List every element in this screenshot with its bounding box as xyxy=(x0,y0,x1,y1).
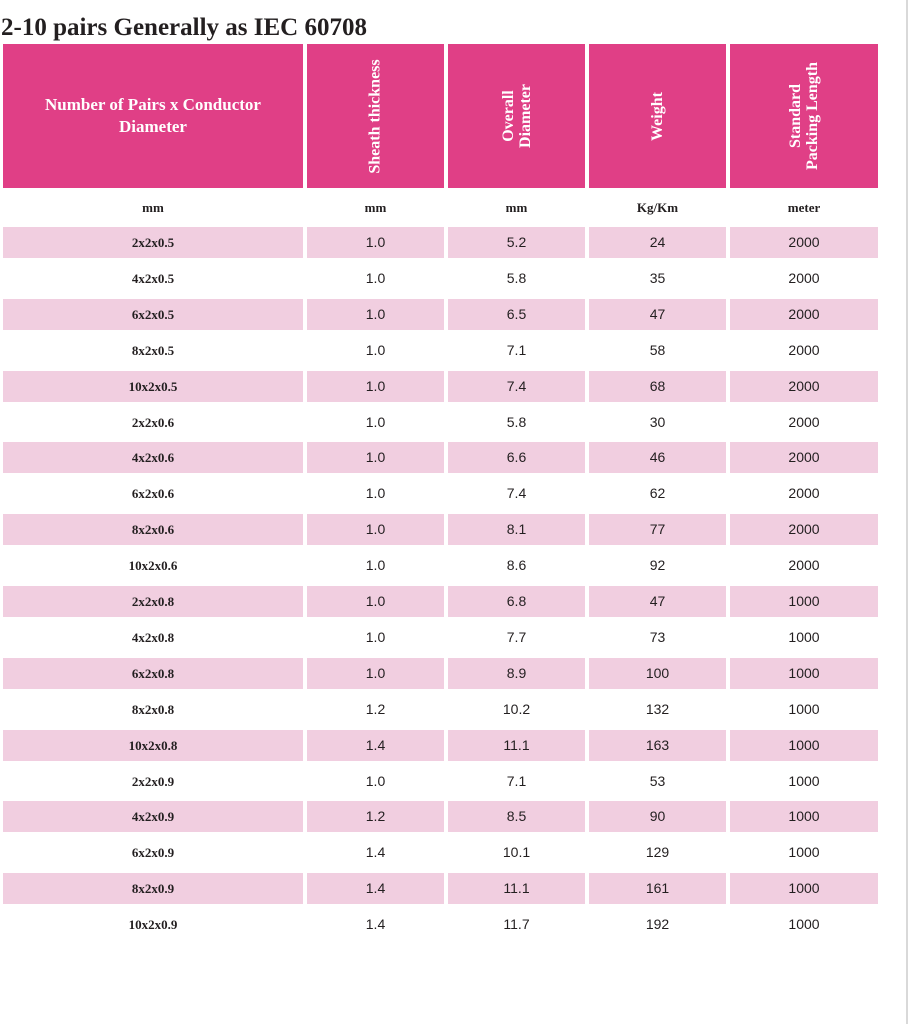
cell-overall-diameter: 11.7 xyxy=(503,916,530,932)
table-row xyxy=(0,730,880,761)
cell-pairs-diameter: 6x2x0.9 xyxy=(131,845,175,860)
cell-packing-length: 2000 xyxy=(788,414,820,430)
cell-pairs-diameter: 6x2x0.8 xyxy=(3,658,303,689)
table-row xyxy=(0,766,880,797)
table-row xyxy=(0,263,880,294)
cell-overall-diameter: 10.1 xyxy=(502,844,531,860)
cell-weight: 24 xyxy=(589,227,726,258)
cell-packing-length: 2000 xyxy=(730,371,878,402)
cell-weight: 132 xyxy=(645,701,670,717)
cell-overall-diameter: 7.4 xyxy=(448,371,585,402)
unit-packing-length: meter xyxy=(787,200,821,215)
cell-weight: 73 xyxy=(649,629,666,645)
cell-overall-diameter: 8.5 xyxy=(448,801,585,832)
cell-packing-length: 1000 xyxy=(730,586,878,617)
table-row xyxy=(0,227,880,258)
cell-sheath-thickness: 1.2 xyxy=(365,701,386,717)
table-row xyxy=(0,586,880,617)
cell-pairs-diameter: 4x2x0.9 xyxy=(3,801,303,832)
table-row xyxy=(0,909,880,940)
unit-overall-diameter: mm xyxy=(505,200,528,215)
header-weight xyxy=(589,44,726,188)
cell-sheath-thickness: 1.0 xyxy=(365,270,386,286)
cell-pairs-diameter: 2x2x0.6 xyxy=(131,415,175,430)
cell-weight: 47 xyxy=(589,586,726,617)
cell-pairs-diameter: 8x2x0.8 xyxy=(131,702,175,717)
cell-pairs-diameter: 6x2x0.5 xyxy=(3,299,303,330)
cell-overall-diameter: 11.1 xyxy=(448,873,585,904)
cell-packing-length: 1000 xyxy=(788,629,820,645)
page-title: 2-10 pairs Generally as IEC 60708 xyxy=(1,14,367,41)
cell-packing-length: 2000 xyxy=(730,299,878,330)
cell-packing-length: 2000 xyxy=(730,514,878,545)
table-row xyxy=(0,371,880,402)
cell-overall-diameter: 11.1 xyxy=(448,730,585,761)
cell-packing-length: 2000 xyxy=(730,442,878,473)
cell-sheath-thickness: 1.0 xyxy=(307,299,444,330)
cell-weight: 129 xyxy=(645,844,670,860)
cell-weight: 90 xyxy=(589,801,726,832)
cell-overall-diameter: 5.2 xyxy=(448,227,585,258)
cell-overall-diameter: 6.6 xyxy=(448,442,585,473)
table-row xyxy=(0,694,880,725)
cell-packing-length: 1000 xyxy=(788,773,820,789)
cell-packing-length: 2000 xyxy=(788,270,820,286)
cell-sheath-thickness: 1.0 xyxy=(307,586,444,617)
cell-overall-diameter: 7.1 xyxy=(506,773,527,789)
cell-packing-length: 1000 xyxy=(788,844,820,860)
cell-overall-diameter: 8.1 xyxy=(448,514,585,545)
table-row xyxy=(0,514,880,545)
cell-packing-length: 2000 xyxy=(788,485,820,501)
cell-packing-length: 1000 xyxy=(788,701,820,717)
cell-sheath-thickness: 1.0 xyxy=(365,629,386,645)
cell-weight: 192 xyxy=(645,916,670,932)
cell-overall-diameter: 6.5 xyxy=(448,299,585,330)
cell-pairs-diameter: 6x2x0.6 xyxy=(131,486,175,501)
cell-pairs-diameter: 2x2x0.5 xyxy=(3,227,303,258)
header-pairs-diameter xyxy=(3,44,303,188)
table-row xyxy=(0,873,880,904)
header-sheath-thickness xyxy=(307,44,444,188)
cell-sheath-thickness: 1.4 xyxy=(365,844,386,860)
unit-sheath-thickness: mm xyxy=(364,200,387,215)
unit-weight: Kg/Km xyxy=(636,200,679,215)
cell-sheath-thickness: 1.0 xyxy=(307,371,444,402)
cell-sheath-thickness: 1.0 xyxy=(307,227,444,258)
cell-packing-length: 2000 xyxy=(730,227,878,258)
cell-weight: 35 xyxy=(649,270,666,286)
cell-weight: 58 xyxy=(649,342,666,358)
cell-weight: 68 xyxy=(589,371,726,402)
cell-overall-diameter: 7.4 xyxy=(506,485,527,501)
cell-packing-length: 1000 xyxy=(730,658,878,689)
cell-weight: 163 xyxy=(589,730,726,761)
cell-packing-length: 1000 xyxy=(730,801,878,832)
cell-sheath-thickness: 1.4 xyxy=(365,916,386,932)
cell-weight: 77 xyxy=(589,514,726,545)
cell-pairs-diameter: 8x2x0.5 xyxy=(131,343,175,358)
cell-pairs-diameter: 4x2x0.8 xyxy=(131,630,175,645)
cell-packing-length: 2000 xyxy=(788,342,820,358)
table-row xyxy=(0,407,880,438)
cell-sheath-thickness: 1.4 xyxy=(307,730,444,761)
cell-weight: 62 xyxy=(649,485,666,501)
cell-pairs-diameter: 10x2x0.9 xyxy=(128,917,178,932)
table-row xyxy=(0,658,880,689)
table-row xyxy=(0,801,880,832)
cell-weight: 53 xyxy=(649,773,666,789)
cell-sheath-thickness: 1.0 xyxy=(307,442,444,473)
cell-overall-diameter: 6.8 xyxy=(448,586,585,617)
table-row xyxy=(0,442,880,473)
cell-sheath-thickness: 1.0 xyxy=(365,342,386,358)
cell-sheath-thickness: 1.0 xyxy=(307,514,444,545)
cell-sheath-thickness: 1.0 xyxy=(365,414,386,430)
header-weight-label: Weight xyxy=(648,91,666,141)
cell-sheath-thickness: 1.0 xyxy=(365,485,386,501)
cell-weight: 46 xyxy=(589,442,726,473)
table-row xyxy=(0,837,880,868)
cell-packing-length: 1000 xyxy=(788,916,820,932)
cell-pairs-diameter: 4x2x0.5 xyxy=(131,271,175,286)
cell-sheath-thickness: 1.0 xyxy=(365,557,386,573)
cell-pairs-diameter: 8x2x0.9 xyxy=(3,873,303,904)
cell-overall-diameter: 10.2 xyxy=(502,701,531,717)
cell-weight: 47 xyxy=(589,299,726,330)
cell-overall-diameter: 5.8 xyxy=(506,414,527,430)
cell-packing-length: 1000 xyxy=(730,873,878,904)
table-row xyxy=(0,550,880,581)
header-overall-diameter xyxy=(448,44,585,188)
cell-overall-diameter: 7.1 xyxy=(506,342,527,358)
cell-pairs-diameter: 10x2x0.6 xyxy=(128,558,178,573)
cell-pairs-diameter: 4x2x0.6 xyxy=(3,442,303,473)
cell-pairs-diameter: 8x2x0.6 xyxy=(3,514,303,545)
table-row xyxy=(0,335,880,366)
cell-sheath-thickness: 1.0 xyxy=(365,773,386,789)
cell-weight: 92 xyxy=(649,557,666,573)
cell-pairs-diameter: 10x2x0.8 xyxy=(3,730,303,761)
cell-packing-length: 2000 xyxy=(788,557,820,573)
cell-overall-diameter: 5.8 xyxy=(506,270,527,286)
header-packing-length xyxy=(730,44,878,188)
table-row xyxy=(0,299,880,330)
cell-overall-diameter: 7.7 xyxy=(506,629,527,645)
cell-pairs-diameter: 2x2x0.9 xyxy=(131,774,175,789)
header-overall-diameter-label: Overall Diameter xyxy=(499,84,534,148)
cell-sheath-thickness: 1.2 xyxy=(307,801,444,832)
cell-weight: 161 xyxy=(589,873,726,904)
cell-overall-diameter: 8.6 xyxy=(506,557,527,573)
unit-pairs-diameter: mm xyxy=(142,200,164,215)
table-row xyxy=(0,478,880,509)
cell-packing-length: 1000 xyxy=(730,730,878,761)
cell-sheath-thickness: 1.4 xyxy=(307,873,444,904)
units-row xyxy=(0,196,880,220)
cell-overall-diameter: 8.9 xyxy=(448,658,585,689)
header-pairs-diameter-label: Number of Pairs x Conductor Diameter xyxy=(45,95,261,136)
cell-sheath-thickness: 1.0 xyxy=(307,658,444,689)
header-packing-length-label: Standard Packing Length xyxy=(786,61,821,171)
table-row xyxy=(0,622,880,653)
cell-weight: 100 xyxy=(589,658,726,689)
cell-pairs-diameter: 10x2x0.5 xyxy=(3,371,303,402)
cell-pairs-diameter: 2x2x0.8 xyxy=(3,586,303,617)
cell-weight: 30 xyxy=(649,414,666,430)
header-sheath-thickness-label: Sheath thickness xyxy=(367,58,384,174)
